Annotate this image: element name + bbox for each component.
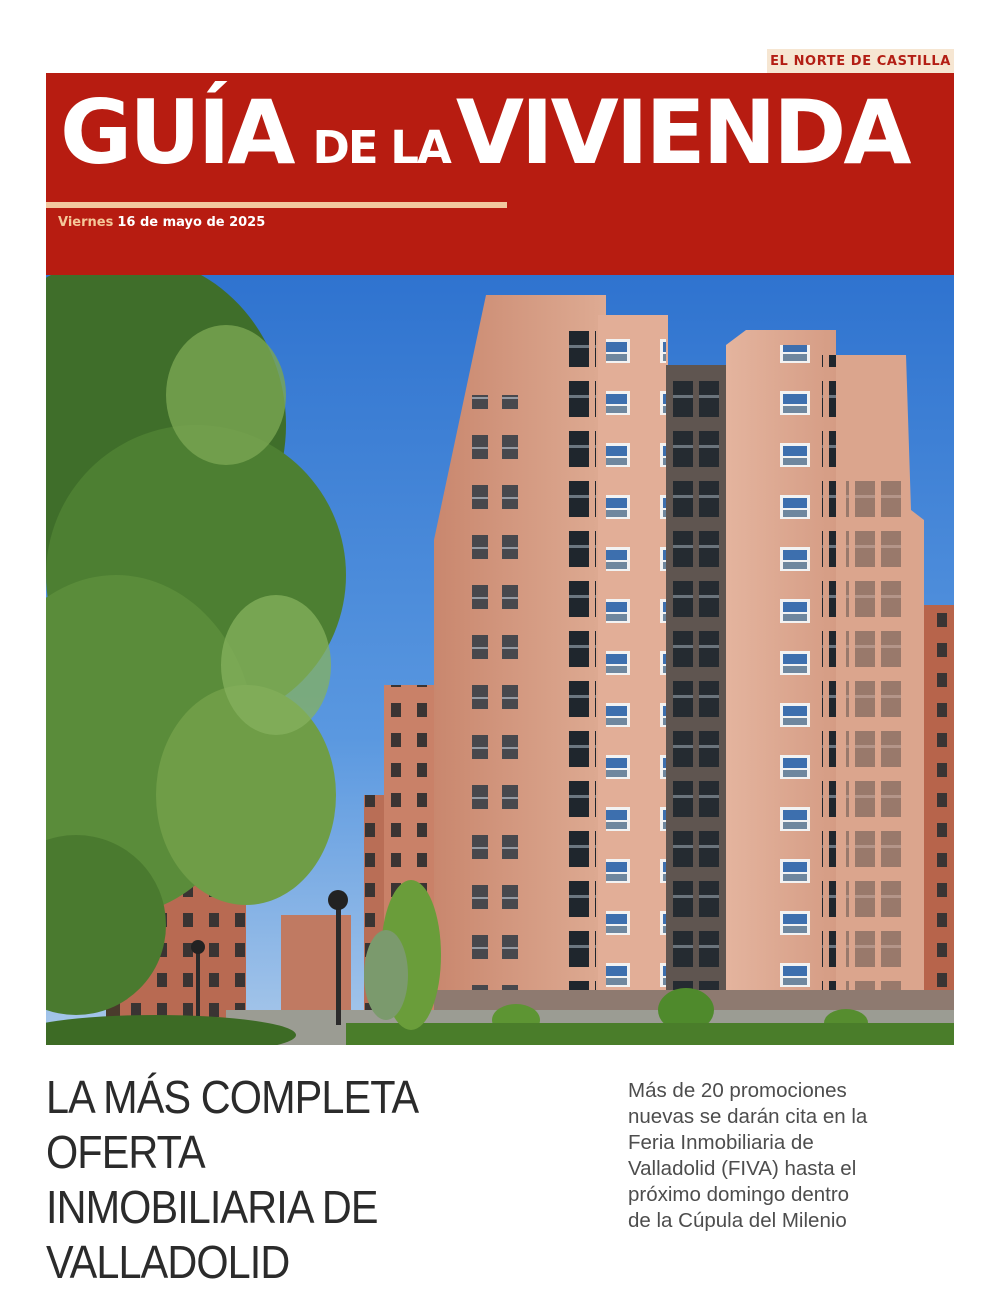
title-accent-bar (46, 202, 507, 208)
publisher-badge: EL NORTE DE CASTILLA (767, 49, 954, 73)
issue-weekday: Viernes (58, 215, 114, 230)
title-word-vivienda: VIVIENDA (455, 81, 909, 184)
title-connector: DE LA (312, 121, 450, 174)
masthead (46, 73, 954, 275)
headline (46, 1070, 550, 1290)
issue-date (58, 215, 265, 230)
cover-photo (46, 275, 954, 1045)
supplement-title (60, 81, 950, 199)
issue-date-text: 16 de mayo de 2025 (117, 215, 266, 230)
standfirst-line: Más de 20 promociones (628, 1079, 847, 1102)
title-word-guia: GUÍA (60, 81, 293, 184)
standfirst-line: de la Cúpula del Milenio (628, 1209, 847, 1232)
headline-line-3: VALLADOLID (46, 1236, 290, 1288)
headline-line-2: INMOBILIARIA DE (46, 1181, 378, 1233)
headline-line-1: LA MÁS COMPLETA OFERTA (46, 1071, 416, 1178)
standfirst-line: Feria Inmobiliaria de (628, 1131, 814, 1154)
standfirst (628, 1078, 928, 1234)
standfirst-line: Valladolid (FIVA) hasta el (628, 1157, 857, 1180)
standfirst-line: nuevas se darán cita en la (628, 1105, 868, 1128)
standfirst-line: próximo domingo dentro (628, 1183, 850, 1206)
